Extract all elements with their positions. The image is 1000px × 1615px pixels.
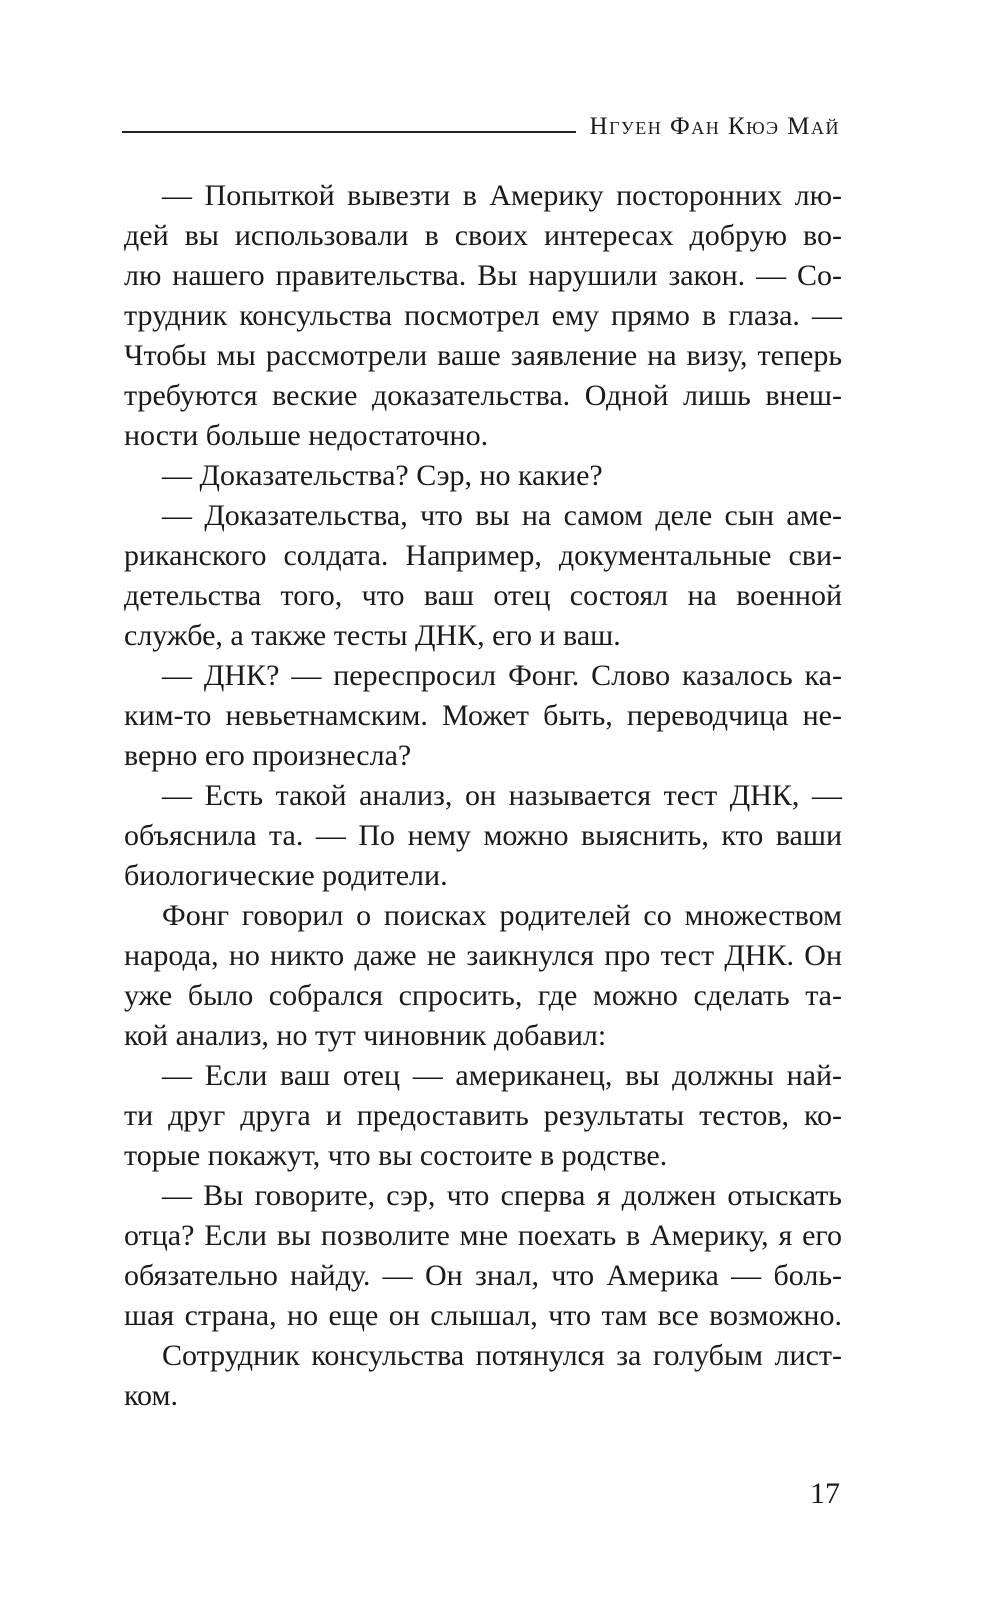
text-line: — Попыткой вывезти в Америку посторонних лю- (162, 179, 842, 212)
text-line: лю нашего правительства. Вы нарушили закон. — Со- (124, 259, 842, 292)
text-line: ким-то невьетнамским. Может быть, переводчица не- (124, 699, 842, 732)
text-line: — Если ваш отец — американец, вы должны най- (162, 1059, 842, 1092)
text-line: Фонг говорил о поисках родителей со множеством (162, 899, 842, 932)
text-line: — Доказательства? Сэр, но какие? (162, 459, 603, 492)
text-line: объяснила та. — По нему можно выяснить, кто ваши (124, 819, 842, 852)
text-line: трудник консульства посмотрел ему прямо в глаза. — (124, 299, 842, 332)
page-number: 17 (810, 1477, 840, 1510)
text-line: шая страна, но еще он слышал, что там все возможно. (124, 1299, 842, 1332)
text-line: — ДНК? — переспросил Фонг. Слово казалось ка- (162, 659, 842, 692)
text-line: верно его произнесла? (124, 739, 412, 772)
text-line: детельства того, что ваш отец состоял на военной (124, 579, 842, 612)
author-name: Нгуен Фан Кюэ Май (589, 113, 840, 140)
text-line: дей вы использовали в своих интересах добрую во- (124, 219, 842, 252)
text-line: отца? Если вы позволите мне поехать в Америку, я его (124, 1219, 842, 1252)
text-line: ти друг друга и предоставить результаты тестов, ко- (124, 1099, 842, 1132)
text-line: кой анализ, но тут чиновник добавил: (124, 1019, 607, 1052)
text-line: ности больше недостаточно. (124, 419, 489, 452)
text-line: ком. (124, 1379, 178, 1412)
text-line: — Доказательства, что вы на самом деле сын аме- (162, 499, 842, 532)
header-rule (122, 131, 576, 133)
running-head (122, 112, 840, 142)
text-line: Сотрудник консульства потянулся за голубым лист- (162, 1339, 842, 1372)
text-line: требуются веские доказательства. Одной лишь внеш- (124, 379, 842, 412)
text-line: риканского солдата. Например, документальные сви- (124, 539, 842, 572)
text-line: обязательно найду. — Он знал, что Америка — боль- (124, 1259, 842, 1292)
text-line: — Есть такой анализ, он называется тест ДНК, — (162, 779, 842, 812)
text-line: уже было собрался спросить, где можно сделать та- (124, 979, 842, 1012)
text-line: торые покажут, что вы состоите в родстве. (124, 1139, 668, 1172)
text-line: Чтобы мы рассмотрели ваше заявление на визу, теперь (124, 339, 842, 372)
text-line: службе, а также тесты ДНК, его и ваш. (124, 619, 621, 652)
text-line: — Вы говорите, сэр, что сперва я должен отыскать (162, 1179, 842, 1212)
body-text (124, 176, 842, 1416)
text-line: народа, но никто даже не заикнулся про тест ДНК. Он (124, 939, 842, 972)
text-line: биологические родители. (124, 859, 448, 892)
